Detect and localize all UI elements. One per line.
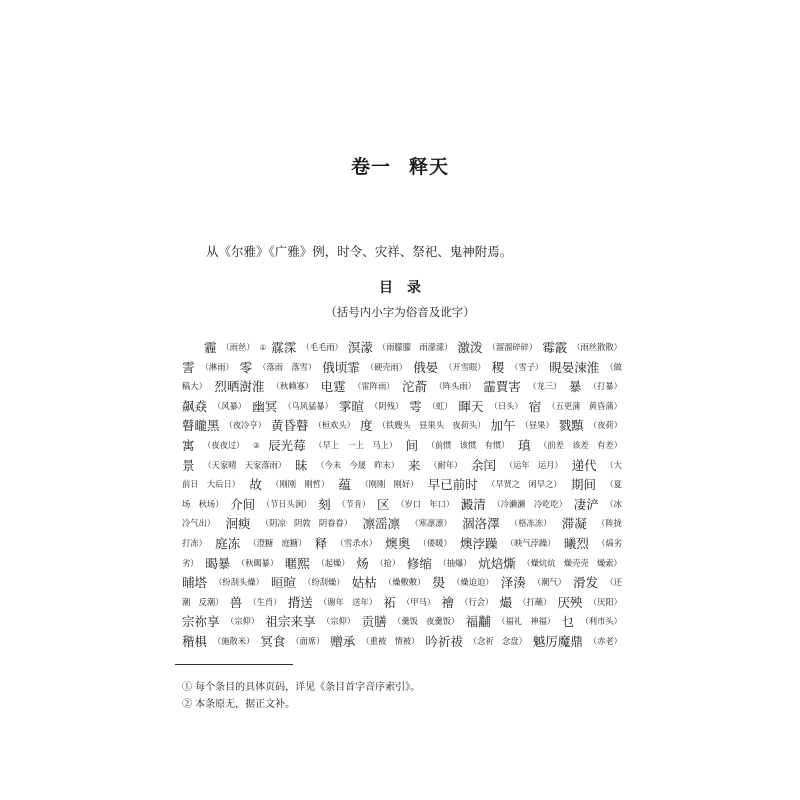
entry-note: （燥炕炕 燥壳壳 燥索） — [522, 557, 622, 568]
entry-term: 滞凝 — [561, 516, 587, 532]
entry-term: 昧 — [294, 457, 308, 473]
entry-note: 稿大） — [182, 381, 207, 392]
entry-term: 区 — [377, 496, 390, 512]
entry-note: （纷刮头燥） — [214, 577, 264, 588]
entry-note: （落雨 落雪） — [258, 361, 317, 372]
entry-note: （节日头涧） — [261, 498, 312, 509]
footnote-1: ① 每个条目的具体页码，详见《条目首字音序索引》。 — [182, 682, 421, 693]
entry-note: （刚刚 刚哲） — [271, 479, 330, 490]
entry-term: 冥食 — [260, 633, 286, 649]
entry-line — [182, 397, 622, 417]
entry-term: 霅 — [182, 359, 195, 375]
entry-note: （淋雨） — [200, 361, 234, 372]
entry-list — [182, 338, 622, 652]
entry-note: （刚刚 刚好） — [360, 479, 419, 490]
entry-note: （风暴） — [213, 400, 247, 411]
entry-note: （雪杀水） — [335, 537, 378, 548]
entry-note: （前惯 该惯 有惯） — [426, 439, 510, 450]
entry-term: 澱清 — [460, 496, 486, 512]
entry-note: （雨丝散散） — [572, 342, 622, 352]
entry-line — [182, 338, 622, 358]
entry-term: 宗祢享 — [182, 614, 220, 630]
entry-term: 幽冥 — [252, 398, 278, 414]
entry-term: 早已前时 — [427, 477, 478, 493]
entry-note: （乌风猛暴） — [283, 400, 333, 411]
entry-term: 曦烈 — [563, 535, 589, 551]
entry-term: 庭冻 — [215, 535, 241, 551]
entry-term: 揹送 — [287, 594, 313, 610]
chapter-intro: 从《尔雅》《广雅》例，时令、灾祥、祭祀、鬼神附焉。 — [206, 244, 513, 259]
entry-note: （桓欢头） — [313, 420, 356, 431]
entry-term: 雺暄 — [338, 398, 364, 414]
entry-note: （冰 — [605, 498, 622, 509]
entry-term: 沱萮 — [401, 379, 427, 395]
entry-note: （羹饭 夜羹饭） — [392, 616, 460, 627]
entry-note: （阵头雨） — [434, 381, 476, 392]
entry-term: 暍暴 — [205, 555, 231, 571]
entry-term: 滑发 — [573, 575, 599, 591]
entry-term: 霝賈害 — [483, 379, 521, 395]
entry-note: 前日 大后日） — [182, 479, 241, 490]
entry-note: （早上 一上 马上） — [314, 439, 398, 450]
entry-term: 瞽曨黑 — [182, 418, 220, 434]
entry-note: （虹） — [427, 400, 453, 411]
entry-note: （夜夜过） — [202, 439, 245, 450]
entry-note: （雨丝） — [221, 342, 255, 352]
entry-term: 飙猋 — [182, 398, 208, 414]
entry-note: （还 — [605, 577, 622, 588]
entry-note: （秋暍暴） — [236, 557, 279, 568]
entry-term: 故 — [249, 477, 262, 493]
toc-title — [0, 277, 800, 297]
entry-note: 潮 反潮） — [182, 596, 224, 607]
entry-note: （雷阵雨） — [353, 381, 395, 392]
entry-term: 激泼 — [457, 340, 483, 355]
entry-note: （赤老） — [588, 635, 622, 646]
entry-term: 暉天 — [458, 398, 484, 414]
entry-note: （格冻冻） — [509, 518, 552, 529]
entry-note: （谢年 送年） — [318, 596, 378, 607]
entry-note: （重被 情被） — [361, 635, 420, 646]
entry-note: （抢） — [375, 557, 401, 568]
entry-term: 暱熙 — [284, 555, 310, 571]
entry-note: （天家晴 天家落雨） — [203, 459, 287, 470]
entry-note: （雪子） — [510, 361, 544, 372]
entry-term: 稷 — [491, 359, 505, 375]
entry-line — [182, 495, 622, 515]
entry-term: 来 — [407, 457, 421, 473]
entry-term: 涸洛澤 — [462, 516, 500, 532]
chapter-number: 卷一 — [350, 156, 391, 178]
entry-note: （龙三） — [528, 381, 562, 392]
entry-term: 溟濛 — [347, 340, 373, 355]
footnote-marker: ① — [259, 343, 267, 352]
entry-term: 霡霂 — [271, 340, 297, 355]
entry-term: 释 — [314, 535, 328, 551]
entry-term: 赠承 — [330, 633, 356, 649]
entry-note: （施散米） — [212, 635, 255, 646]
entry-term: 期间 — [570, 477, 596, 493]
entry-note: （硬壳雨） — [365, 361, 408, 372]
entry-term: 熶 — [499, 594, 512, 610]
entry-term: 兽 — [229, 594, 243, 610]
entry-note: （行会） — [460, 596, 494, 607]
entry-note: （今末 今晟 昨末） — [316, 459, 400, 470]
entry-note: （冷濑濑 冷吃吃） — [492, 498, 568, 509]
entry-note: （抽爆） — [438, 557, 472, 568]
entry-term: 福黼 — [465, 614, 491, 630]
entry-term: 魆厉魔鼎 — [532, 633, 583, 649]
entry-note: 场 秋场） — [182, 498, 224, 509]
entry-note: （夜冷亨） — [224, 420, 267, 431]
entry-term: 瑱 — [518, 437, 531, 453]
entry-term: 贡膳 — [361, 614, 387, 630]
entry-term: 黄昏瞽 — [271, 418, 309, 434]
entry-term: 余闰 — [471, 457, 497, 473]
entry-line — [182, 475, 622, 495]
entry-note: （雨朦朦 雨濛濛） — [377, 342, 453, 352]
entry-note: （阴凉 阴敦 阴眷眷） — [260, 518, 353, 529]
entry-note: （甲马） — [401, 596, 436, 607]
entry-line — [182, 573, 622, 593]
entry-line — [182, 456, 622, 476]
chapter-name: 释天 — [409, 156, 450, 178]
entry-note: （前差 该差 有差） — [539, 439, 622, 450]
entry-note: （厌阳） — [588, 596, 622, 607]
entry-note: （大 — [605, 459, 622, 470]
entry-term: 烈晒澍淮 — [214, 379, 265, 395]
entry-note: （念祈 念盘） — [468, 635, 527, 646]
entry-term: 宿 — [528, 398, 542, 414]
entry-note: （耐年） — [429, 459, 463, 470]
entry-note: （燥敷敷） — [383, 577, 426, 588]
entry-note: （纷刮燥） — [303, 577, 345, 588]
entry-note: （秋赖寡） — [271, 381, 314, 392]
entry-note: （毛毛雨） — [301, 342, 343, 352]
entry-term: 间 — [405, 437, 419, 453]
entry-note: （利市头） — [580, 616, 622, 627]
entry-term: 厌殃 — [557, 594, 583, 610]
entry-note: （面席） — [291, 635, 325, 646]
entry-term: 蕴 — [338, 477, 352, 493]
entry-note: （澄糖 庭糖） — [248, 537, 307, 548]
entry-term: 霉霰 — [542, 340, 568, 355]
entry-line — [182, 632, 622, 652]
entry-term: 晅暄 — [271, 575, 297, 591]
entry-note: （寒凛凛） — [410, 518, 452, 529]
entry-term: 洄瘐 — [225, 516, 251, 532]
entry-term: 递代 — [571, 457, 597, 473]
entry-note: （起燥） — [316, 557, 350, 568]
entry-note: （溜溜碎碎） — [487, 342, 538, 352]
toc-title-char-1: 目 — [379, 280, 393, 296]
entry-note: （日头） — [489, 400, 523, 411]
entry-term: 姑枯 — [351, 575, 377, 591]
entry-line — [182, 358, 622, 378]
entry-note: （做 — [605, 361, 622, 372]
entry-note: （倭暖） — [418, 537, 452, 548]
entry-term: 修缩 — [406, 555, 432, 571]
entry-line — [182, 612, 622, 632]
entry-note: 打冻） — [182, 537, 207, 548]
entry-note: 劣） — [182, 557, 199, 568]
entry-note: （宗仰） — [321, 616, 356, 627]
entry-term: 电霆 — [320, 379, 346, 395]
entry-term: 戮黰 — [558, 418, 584, 434]
entry-term: 祏 — [383, 594, 396, 610]
entry-term: 凄浐 — [573, 496, 599, 512]
entry-note: 冷气出） — [182, 518, 216, 529]
toc-subtitle: （括号内小字为俗音及讹字） — [325, 305, 475, 319]
entry-term: 加午 — [490, 418, 516, 434]
entry-term: 祖宗来享 — [265, 614, 316, 630]
entry-term: 零 — [239, 359, 253, 375]
entry-note: （早贤之 闲早之） — [487, 479, 562, 490]
entry-note: （夏 — [605, 479, 622, 490]
entry-note: （潮气） — [532, 577, 567, 588]
entry-note: （燥迫迫） — [452, 577, 494, 588]
entry-term: 俄晏 — [413, 359, 439, 375]
footnote-marker: ② — [252, 440, 260, 450]
entry-term: 景 — [182, 457, 195, 473]
entry-term: 燠奥 — [385, 535, 411, 551]
entry-line — [182, 416, 622, 436]
entry-term: 燢 — [432, 575, 446, 591]
entry-term: 禬 — [441, 594, 454, 610]
entry-line — [182, 554, 622, 574]
entry-term: 俄顷霏 — [322, 359, 360, 375]
entry-note: （宗仰） — [225, 616, 260, 627]
entry-line — [182, 514, 622, 534]
entry-term: 度 — [360, 418, 373, 434]
entry-term: 雩 — [409, 398, 422, 414]
entry-term: 炕焙燍 — [478, 555, 516, 571]
entry-term: 燠浡躁 — [460, 535, 498, 551]
entry-term: 介间 — [230, 496, 256, 512]
entry-note: （打蘸） — [518, 596, 552, 607]
entry-term: 晛晏涑淮 — [549, 359, 600, 375]
footnote-2: ② 本条原无，据正文补。 — [182, 699, 296, 710]
entry-note: （阴残） — [369, 400, 404, 411]
entry-line — [182, 534, 622, 554]
entry-term: 泽湊 — [500, 575, 526, 591]
entry-note: （熇劣 — [597, 537, 622, 548]
entry-note: （阵拢 — [597, 518, 622, 529]
entry-term: 凛滛凛 — [362, 516, 400, 532]
entry-line — [182, 436, 622, 456]
entry-term: 霾 — [204, 340, 217, 355]
entry-note: （五更蒲 黄昏蒲） — [547, 400, 622, 411]
entry-term: 炀 — [356, 555, 369, 571]
entry-note: （铁嫂头 昼果头 夜荷头） — [377, 420, 486, 431]
entry-term: 辰光莓 — [268, 437, 306, 453]
entry-note: （夜荷） — [588, 420, 622, 431]
entry-note: （运年 运月） — [504, 459, 563, 470]
entry-note: （映气浡躁） — [505, 537, 556, 548]
entry-term: 寓 — [182, 437, 195, 453]
entry-note: （生肖） — [248, 596, 282, 607]
entry-note: （昼果） — [520, 420, 554, 431]
entry-line — [182, 593, 622, 613]
entry-term: 稭椇 — [182, 633, 208, 649]
entry-term: 吟祈祓 — [425, 633, 463, 649]
entry-note: （福礼 神福） — [497, 616, 556, 627]
footnote-rule — [175, 664, 293, 665]
entry-term: 乜 — [561, 614, 575, 630]
chapter-title — [0, 152, 800, 179]
entry-term: 晡塔 — [182, 575, 208, 591]
entry-note: （开雪眼） — [444, 361, 486, 372]
entry-note: （岁口 年口） — [396, 498, 455, 509]
toc-title-char-2: 录 — [407, 280, 421, 296]
entry-line — [182, 377, 622, 397]
entry-term: 刻 — [318, 496, 331, 512]
entry-note: （节肯） — [337, 498, 371, 509]
entry-note: （打暴） — [588, 381, 622, 392]
entry-term: 暴 — [568, 379, 582, 395]
